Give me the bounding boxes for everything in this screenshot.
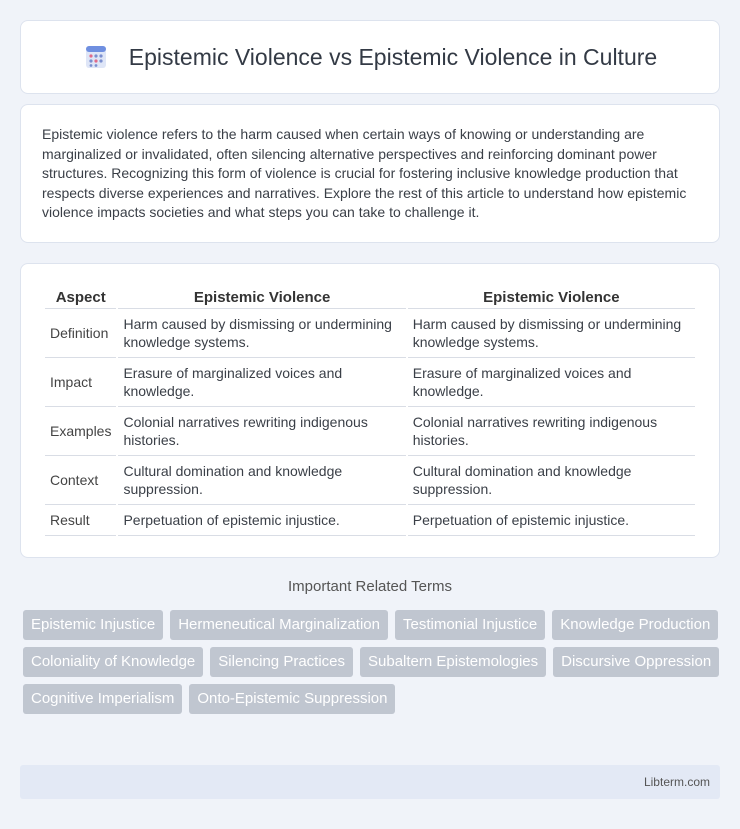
related-term-tag[interactable]: Discursive Oppression	[553, 647, 719, 677]
table-row	[45, 358, 695, 407]
related-term-tag[interactable]: Silencing Practices	[210, 647, 353, 677]
column-header-first: Epistemic Violence	[118, 286, 405, 309]
row-cell: Cultural domination and knowledge suppression.	[118, 456, 405, 505]
document-list-icon	[83, 44, 109, 70]
row-cell: Colonial narratives rewriting indigenous histories.	[408, 407, 695, 456]
row-cell: Erasure of marginalized voices and knowledge.	[118, 358, 405, 407]
related-term-tag[interactable]: Subaltern Epistemologies	[360, 647, 546, 677]
row-cell: Perpetuation of epistemic injustice.	[118, 505, 405, 536]
intro-paragraph: Epistemic violence refers to the harm caused when certain ways of knowing or understanding are marginalized or invalidated, often silencing alternative perspectives and reinforcing dominant power structures. Recognizing this form of violence is crucial for fostering inclusive knowledge production that respects diverse experiences and narratives. Explore the rest of this article to understand how epistemic violence impacts societies and what steps you can take to challenge it.	[42, 126, 687, 221]
intro-card	[20, 104, 720, 243]
related-term-tag[interactable]: Testimonial Injustice	[395, 610, 545, 640]
table-row	[45, 456, 695, 505]
table-header-row	[45, 286, 695, 309]
comparison-table-card	[20, 263, 720, 558]
row-aspect: Definition	[45, 309, 116, 358]
related-term-tag[interactable]: Cognitive Imperialism	[23, 684, 182, 714]
footer	[20, 765, 720, 799]
title-card	[20, 20, 720, 94]
row-cell: Harm caused by dismissing or undermining knowledge systems.	[408, 309, 695, 358]
column-header-aspect: Aspect	[45, 286, 116, 309]
row-cell: Perpetuation of epistemic injustice.	[408, 505, 695, 536]
related-term-tag[interactable]: Coloniality of Knowledge	[23, 647, 203, 677]
row-cell: Colonial narratives rewriting indigenous histories.	[118, 407, 405, 456]
table-row	[45, 309, 695, 358]
related-terms-heading: Important Related Terms	[288, 578, 452, 595]
row-aspect: Examples	[45, 407, 116, 456]
comparison-table	[43, 286, 697, 536]
row-cell: Harm caused by dismissing or undermining knowledge systems.	[118, 309, 405, 358]
table-row	[45, 407, 695, 456]
column-header-second: Epistemic Violence	[408, 286, 695, 309]
related-term-tag[interactable]: Epistemic Injustice	[23, 610, 163, 640]
table-row	[45, 505, 695, 536]
row-aspect: Result	[45, 505, 116, 536]
footer-brand-link[interactable]: Libterm.com	[643, 775, 710, 789]
related-term-tag[interactable]: Knowledge Production	[552, 610, 718, 640]
related-term-tag[interactable]: Onto-Epistemic Suppression	[189, 684, 395, 714]
related-term-tag[interactable]: Hermeneutical Marginalization	[170, 610, 388, 640]
row-cell: Erasure of marginalized voices and knowledge.	[408, 358, 695, 407]
row-aspect: Impact	[45, 358, 116, 407]
page-title: Epistemic Violence vs Epistemic Violence in Culture	[128, 43, 658, 70]
row-cell: Cultural domination and knowledge suppression.	[408, 456, 695, 505]
related-terms-list	[23, 610, 723, 714]
row-aspect: Context	[45, 456, 116, 505]
